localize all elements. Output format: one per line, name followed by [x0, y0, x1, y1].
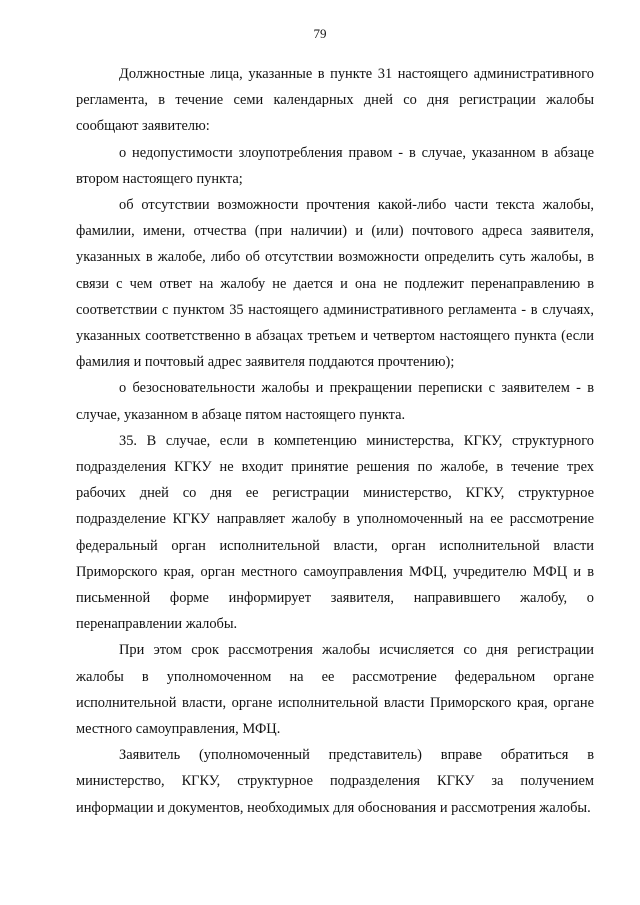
paragraph-unreadable-complaint: об отсутствии возможности прочтения какой-либо части текста жалобы, фамилии, имени, отчества (при наличии) и (или) почтового адреса заявителя, указанных в жалобе, либо об отсутствии возможности определить суть жалобы, в связи с чем ответ на жалобу не дается и она не подлежит перенаправлению в соответствии с пунктом 35 настоящего административного регламента - в случаях, указанных соответственно в абзацах третьем и четвертом настоящего пункта (если фамилия и почтовый адрес заявителя поддаются прочтению); [76, 197, 594, 371]
paragraph-item-35: 35. В случае, если в компетенцию министерства, КГКУ, структурного подразделения КГКУ не входит принятие решения по жалобе, в течение трех рабочих дней со дня ее регистрации министерство, КГКУ, структурное подразделение КГКУ направляет жалобу в уполномоченный на ее рассмотрение федеральный орган исполнительной власти, орган исполнительной власти Приморского края, орган местного самоуправления МФЦ, учредителю МФЦ и в письменной форме информирует заявителя, направившего жалобу, о перенаправлении жалобы. [76, 432, 594, 633]
document-body [76, 61, 594, 821]
paragraph-officials-notify: Должностные лица, указанные в пункте 31 настоящего административного регламента, в течение семи календарных дней со дня регистрации жалобы сообщают заявителю: [76, 66, 594, 135]
paragraph-applicant-right: Заявитель (уполномоченный представитель) вправе обратиться в министерство, КГКУ, структурное подразделения КГКУ за получением информации и документов, необходимых для обоснования и рассмотрения жалобы. [76, 747, 594, 816]
paragraph-review-term: При этом срок рассмотрения жалобы исчисляется со дня регистрации жалобы в уполномоченном на ее рассмотрение федеральном органе исполнительной власти, органе исполнительной власти Приморского края, органе местного самоуправления, МФЦ. [76, 642, 594, 738]
paragraph-abuse-of-right: о недопустимости злоупотребления правом - в случае, указанном в абзаце втором настоящего пункта; [76, 144, 594, 187]
page-number: 79 [313, 26, 327, 41]
paragraph-groundless-complaint: о безосновательности жалобы и прекращении переписки с заявителем - в случае, указанном в абзаце пятом настоящего пункта. [76, 380, 594, 423]
